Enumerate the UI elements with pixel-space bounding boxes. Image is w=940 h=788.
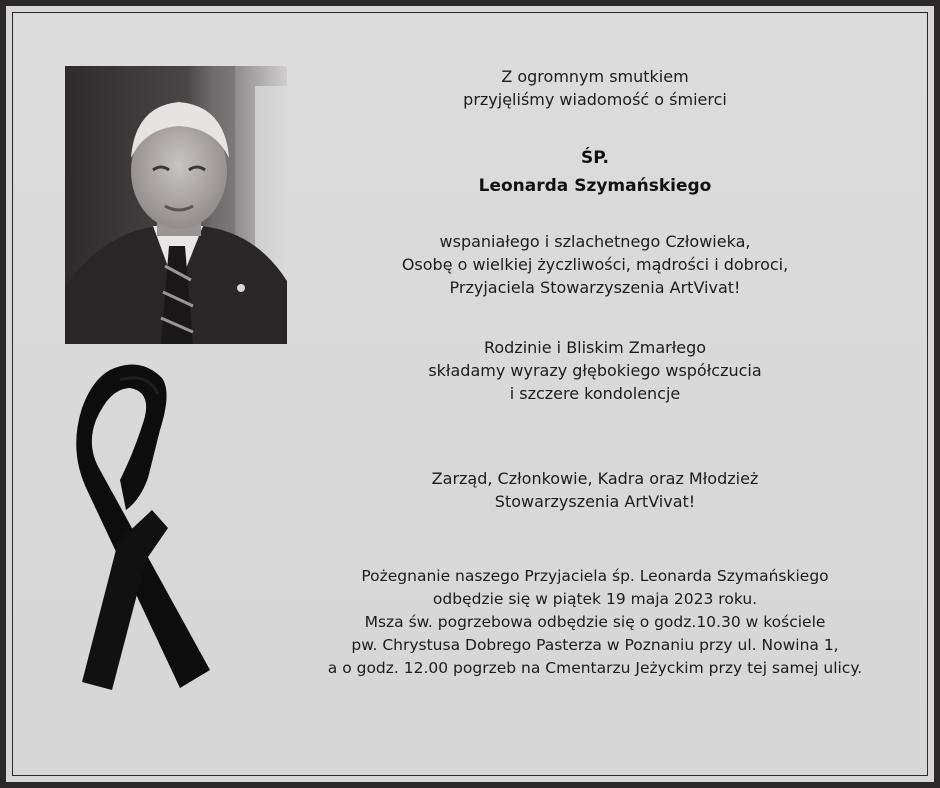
portrait-photo: [65, 66, 287, 344]
tribute-line-2: Osobę o wielkiej życzliwości, mądrości i dobroci,: [401, 255, 789, 274]
deceased-name: Leonarda Szymańskiego: [478, 176, 712, 196]
condolences-line-3: i szczere kondolencje: [509, 384, 681, 403]
deceased-prefix: ŚP.: [580, 148, 610, 168]
tribute-line-3: Przyjaciela Stowarzyszenia ArtVivat!: [449, 278, 741, 297]
intro-line-2: przyjęliśmy wiadomość o śmierci: [463, 90, 727, 109]
mourning-ribbon-icon: [60, 360, 220, 700]
condolences-line-2: składamy wyrazy głębokiego współczucia: [428, 361, 762, 380]
condolences-line-1: Rodzinie i Bliskim Zmarłego: [483, 338, 707, 357]
funeral-info-block: [270, 565, 920, 680]
signature-line-1: Zarząd, Członkowie, Kadra oraz Młodzież: [431, 469, 759, 488]
signature-block: [270, 467, 920, 513]
deceased-name-block: [270, 144, 920, 200]
funeral-line-1: Pożegnanie naszego Przyjaciela śp. Leonarda Szymańskiego: [361, 567, 829, 585]
intro-line-1: Z ogromnym smutkiem: [501, 67, 689, 86]
funeral-line-2: odbędzie się w piątek 19 maja 2023 roku.: [432, 590, 758, 608]
portrait-illustration: [65, 66, 287, 344]
tribute-line-1: wspaniałego i szlachetnego Człowieka,: [439, 232, 751, 251]
funeral-line-3: Msza św. pogrzebowa odbędzie się o godz.10.30 w kościele: [364, 613, 826, 631]
funeral-line-5: a o godz. 12.00 pogrzeb na Cmentarzu Jeżyckim przy tej samej ulicy.: [327, 659, 863, 677]
intro-block: [270, 65, 920, 111]
condolences-block: [270, 336, 920, 405]
signature-line-2: Stowarzyszenia ArtVivat!: [494, 492, 696, 511]
funeral-line-4: pw. Chrystusa Dobrego Pasterza w Poznaniu przy ul. Nowina 1,: [351, 636, 839, 654]
tribute-block: [270, 230, 920, 299]
